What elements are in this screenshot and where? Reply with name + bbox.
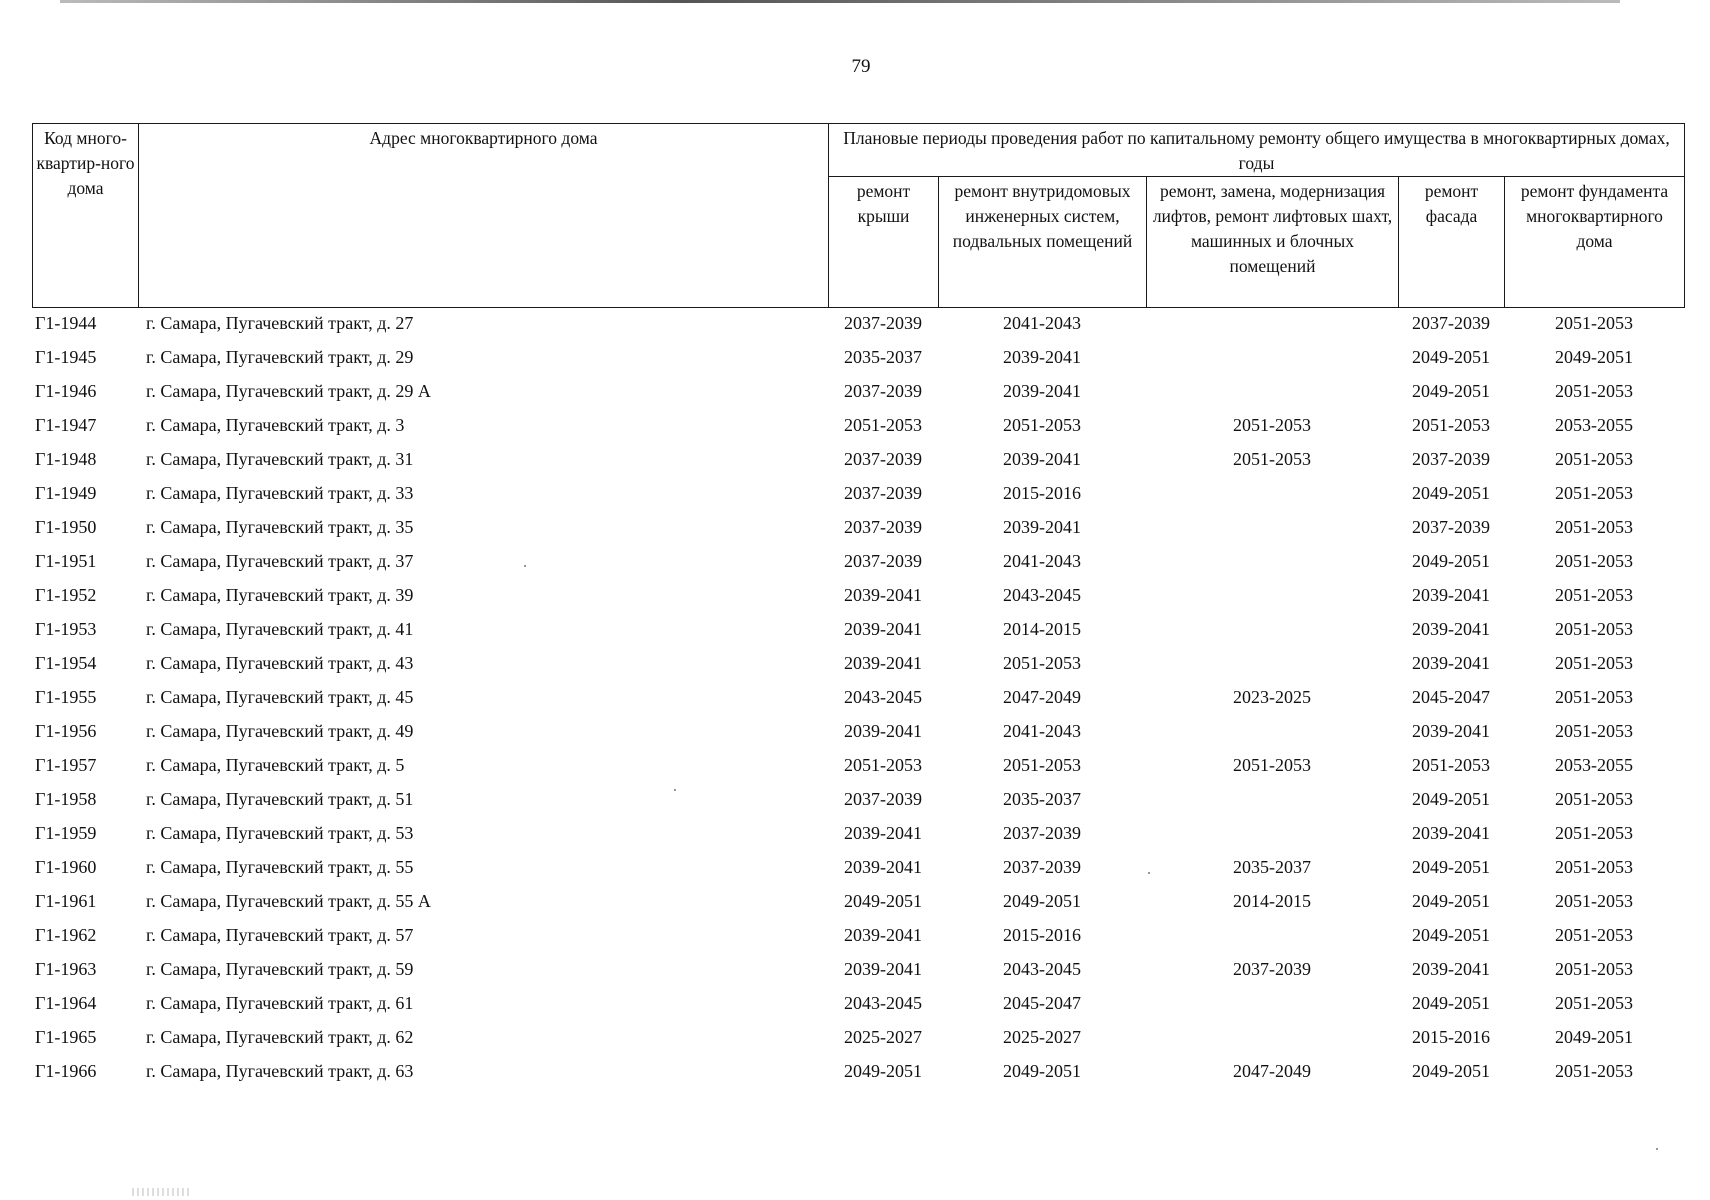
table-row — [32, 884, 1684, 918]
cell-address: г. Самара, Пугачевский тракт, д. 43 — [146, 652, 414, 673]
cell-foundation: 2051-2053 — [1555, 890, 1633, 911]
table-row — [32, 918, 1684, 952]
cell-elevator — [1146, 1020, 1398, 1054]
cell-engineering: 2049-2051 — [1003, 890, 1081, 911]
cell-foundation: 2051-2053 — [1555, 720, 1633, 741]
cell-facade: 2039-2041 — [1412, 584, 1490, 605]
cell-code: Г1-1966 — [35, 1060, 97, 1081]
cell-code: Г1-1962 — [35, 924, 97, 945]
cell-code: Г1-1952 — [35, 584, 97, 605]
cell-code: Г1-1963 — [35, 958, 97, 979]
table-header — [32, 123, 1685, 308]
cell-address: г. Самара, Пугачевский тракт, д. 49 — [146, 720, 414, 741]
table-row — [32, 442, 1684, 476]
cell-elevator — [1146, 340, 1398, 374]
table-row — [32, 612, 1684, 646]
cell-roof: 2039-2041 — [844, 822, 922, 843]
scan-speck — [674, 789, 676, 791]
cell-foundation: 2051-2053 — [1555, 516, 1633, 537]
cell-code: Г1-1959 — [35, 822, 97, 843]
cell-elevator — [1146, 986, 1398, 1020]
cell-address: г. Самара, Пугачевский тракт, д. 51 — [146, 788, 414, 809]
cell-engineering: 2049-2051 — [1003, 1060, 1081, 1081]
cell-code: Г1-1951 — [35, 550, 97, 571]
cell-address: г. Самара, Пугачевский тракт, д. 63 — [146, 1060, 414, 1081]
cell-address: г. Самара, Пугачевский тракт, д. 33 — [146, 482, 414, 503]
cell-engineering: 2035-2037 — [1003, 788, 1081, 809]
cell-foundation: 2051-2053 — [1555, 958, 1633, 979]
cell-address: г. Самара, Пугачевский тракт, д. 29 А — [146, 380, 431, 401]
cell-address: г. Самара, Пугачевский тракт, д. 31 — [146, 448, 414, 469]
table-row — [32, 680, 1684, 714]
cell-facade: 2015-2016 — [1412, 1026, 1490, 1047]
cell-code: Г1-1954 — [35, 652, 97, 673]
cell-code: Г1-1946 — [35, 380, 97, 401]
cell-address: г. Самара, Пугачевский тракт, д. 41 — [146, 618, 414, 639]
cell-code: Г1-1950 — [35, 516, 97, 537]
table-row — [32, 306, 1684, 340]
table-row — [32, 510, 1684, 544]
table-row — [32, 1054, 1684, 1088]
cell-foundation: 2051-2053 — [1555, 380, 1633, 401]
table-row — [32, 544, 1684, 578]
scan-smudge — [132, 1188, 192, 1196]
table-row — [32, 578, 1684, 612]
table-row — [32, 646, 1684, 680]
cell-code: Г1-1961 — [35, 890, 97, 911]
cell-foundation: 2051-2053 — [1555, 822, 1633, 843]
table-row — [32, 816, 1684, 850]
cell-address: г. Самара, Пугачевский тракт, д. 5 — [146, 754, 405, 775]
cell-foundation: 2051-2053 — [1555, 482, 1633, 503]
cell-engineering: 2051-2053 — [1003, 754, 1081, 775]
cell-elevator — [1146, 782, 1398, 816]
cell-engineering: 2041-2043 — [1003, 720, 1081, 741]
cell-foundation: 2051-2053 — [1555, 788, 1633, 809]
cell-foundation: 2051-2053 — [1555, 448, 1633, 469]
table-row — [32, 748, 1684, 782]
cell-facade: 2039-2041 — [1412, 720, 1490, 741]
cell-foundation: 2051-2053 — [1555, 686, 1633, 707]
cell-facade: 2039-2041 — [1412, 618, 1490, 639]
cell-address: г. Самара, Пугачевский тракт, д. 55 А — [146, 890, 431, 911]
cell-address: г. Самара, Пугачевский тракт, д. 39 — [146, 584, 414, 605]
cell-code: Г1-1955 — [35, 686, 97, 707]
cell-address: г. Самара, Пугачевский тракт, д. 27 — [146, 312, 414, 333]
cell-foundation: 2051-2053 — [1555, 856, 1633, 877]
cell-roof: 2037-2039 — [844, 788, 922, 809]
cell-elevator: 2014-2015 — [1233, 890, 1311, 911]
cell-address: г. Самара, Пугачевский тракт, д. 57 — [146, 924, 414, 945]
cell-engineering: 2039-2041 — [1003, 448, 1081, 469]
table-row — [32, 476, 1684, 510]
cell-foundation: 2051-2053 — [1555, 992, 1633, 1013]
table-row — [32, 374, 1684, 408]
cell-code: Г1-1964 — [35, 992, 97, 1013]
cell-roof: 2049-2051 — [844, 890, 922, 911]
cell-code: Г1-1965 — [35, 1026, 97, 1047]
cell-facade: 2037-2039 — [1412, 448, 1490, 469]
header-elevator: ремонт, замена, модернизация лифтов, ремонт лифтовых шахт, машинных и блочных помещений — [1147, 177, 1399, 308]
cell-elevator: 2051-2053 — [1233, 754, 1311, 775]
cell-facade: 2051-2053 — [1412, 754, 1490, 775]
cell-engineering: 2015-2016 — [1003, 924, 1081, 945]
cell-roof: 2039-2041 — [844, 924, 922, 945]
cell-elevator: 2047-2049 — [1233, 1060, 1311, 1081]
cell-foundation: 2051-2053 — [1555, 550, 1633, 571]
cell-elevator — [1146, 476, 1398, 510]
table-body — [32, 306, 1684, 1088]
cell-roof: 2037-2039 — [844, 482, 922, 503]
cell-facade: 2049-2051 — [1412, 550, 1490, 571]
cell-engineering: 2037-2039 — [1003, 822, 1081, 843]
cell-facade: 2049-2051 — [1412, 924, 1490, 945]
cell-engineering: 2045-2047 — [1003, 992, 1081, 1013]
cell-foundation: 2051-2053 — [1555, 584, 1633, 605]
cell-elevator — [1146, 306, 1398, 340]
cell-facade: 2039-2041 — [1412, 822, 1490, 843]
cell-facade: 2051-2053 — [1412, 414, 1490, 435]
cell-elevator: 2035-2037 — [1233, 856, 1311, 877]
cell-code: Г1-1945 — [35, 346, 97, 367]
cell-engineering: 2043-2045 — [1003, 958, 1081, 979]
cell-engineering: 2039-2041 — [1003, 346, 1081, 367]
cell-engineering: 2037-2039 — [1003, 856, 1081, 877]
cell-facade: 2037-2039 — [1412, 516, 1490, 537]
cell-foundation: 2053-2055 — [1555, 754, 1633, 775]
cell-engineering: 2039-2041 — [1003, 516, 1081, 537]
cell-engineering: 2014-2015 — [1003, 618, 1081, 639]
cell-address: г. Самара, Пугачевский тракт, д. 37 — [146, 550, 414, 571]
cell-code: Г1-1958 — [35, 788, 97, 809]
cell-facade: 2045-2047 — [1412, 686, 1490, 707]
cell-roof: 2039-2041 — [844, 856, 922, 877]
table-row — [32, 340, 1684, 374]
cell-foundation: 2053-2055 — [1555, 414, 1633, 435]
cell-facade: 2049-2051 — [1412, 346, 1490, 367]
cell-code: Г1-1953 — [35, 618, 97, 639]
header-foundation: ремонт фундамента многоквартирного дома — [1505, 177, 1685, 308]
cell-roof: 2037-2039 — [844, 448, 922, 469]
cell-roof: 2043-2045 — [844, 686, 922, 707]
cell-elevator — [1146, 816, 1398, 850]
cell-roof: 2039-2041 — [844, 720, 922, 741]
cell-engineering: 2025-2027 — [1003, 1026, 1081, 1047]
header-engineering: ремонт внутридомовых инженерных систем, подвальных помещений — [939, 177, 1147, 308]
cell-engineering: 2051-2053 — [1003, 652, 1081, 673]
cell-elevator — [1146, 714, 1398, 748]
cell-address: г. Самара, Пугачевский тракт, д. 53 — [146, 822, 414, 843]
cell-elevator — [1146, 374, 1398, 408]
scan-top-edge — [60, 0, 1620, 3]
cell-foundation: 2051-2053 — [1555, 924, 1633, 945]
cell-foundation: 2051-2053 — [1555, 312, 1633, 333]
cell-roof: 2039-2041 — [844, 958, 922, 979]
cell-code: Г1-1960 — [35, 856, 97, 877]
cell-engineering: 2051-2053 — [1003, 414, 1081, 435]
cell-code: Г1-1956 — [35, 720, 97, 741]
cell-engineering: 2041-2043 — [1003, 550, 1081, 571]
cell-code: Г1-1944 — [35, 312, 97, 333]
cell-facade: 2037-2039 — [1412, 312, 1490, 333]
data-table — [32, 306, 1684, 1088]
cell-elevator: 2023-2025 — [1233, 686, 1311, 707]
scan-speck — [1148, 872, 1150, 874]
cell-elevator: 2051-2053 — [1233, 414, 1311, 435]
cell-address: г. Самара, Пугачевский тракт, д. 35 — [146, 516, 414, 537]
cell-elevator: 2037-2039 — [1233, 958, 1311, 979]
cell-foundation: 2051-2053 — [1555, 1060, 1633, 1081]
cell-elevator — [1146, 918, 1398, 952]
cell-roof: 2039-2041 — [844, 652, 922, 673]
header-code: Код много-квартир-ного дома — [33, 124, 139, 308]
cell-facade: 2049-2051 — [1412, 992, 1490, 1013]
cell-code: Г1-1947 — [35, 414, 97, 435]
cell-roof: 2037-2039 — [844, 550, 922, 571]
cell-elevator — [1146, 646, 1398, 680]
cell-foundation: 2051-2053 — [1555, 618, 1633, 639]
cell-engineering: 2039-2041 — [1003, 380, 1081, 401]
cell-facade: 2049-2051 — [1412, 380, 1490, 401]
table-row — [32, 986, 1684, 1020]
cell-facade: 2049-2051 — [1412, 482, 1490, 503]
header-address: Адрес многоквартирного дома — [139, 124, 829, 308]
cell-roof: 2049-2051 — [844, 1060, 922, 1081]
cell-engineering: 2041-2043 — [1003, 312, 1081, 333]
header-facade: ремонт фасада — [1399, 177, 1505, 308]
scan-speck — [524, 565, 526, 567]
cell-elevator — [1146, 612, 1398, 646]
cell-foundation: 2051-2053 — [1555, 652, 1633, 673]
cell-foundation: 2049-2051 — [1555, 1026, 1633, 1047]
header-roof: ремонт крыши — [829, 177, 939, 308]
cell-engineering: 2047-2049 — [1003, 686, 1081, 707]
cell-elevator — [1146, 510, 1398, 544]
cell-address: г. Самара, Пугачевский тракт, д. 29 — [146, 346, 414, 367]
table-row — [32, 850, 1684, 884]
cell-facade: 2049-2051 — [1412, 890, 1490, 911]
table-row — [32, 782, 1684, 816]
cell-roof: 2051-2053 — [844, 754, 922, 775]
cell-roof: 2039-2041 — [844, 618, 922, 639]
cell-code: Г1-1948 — [35, 448, 97, 469]
cell-address: г. Самара, Пугачевский тракт, д. 3 — [146, 414, 405, 435]
cell-roof: 2051-2053 — [844, 414, 922, 435]
cell-roof: 2039-2041 — [844, 584, 922, 605]
cell-address: г. Самара, Пугачевский тракт, д. 61 — [146, 992, 414, 1013]
table-row — [32, 1020, 1684, 1054]
cell-elevator: 2051-2053 — [1233, 448, 1311, 469]
cell-elevator — [1146, 578, 1398, 612]
cell-roof: 2025-2027 — [844, 1026, 922, 1047]
page-number: 79 — [851, 56, 871, 77]
cell-roof: 2035-2037 — [844, 346, 922, 367]
table-row — [32, 714, 1684, 748]
cell-roof: 2037-2039 — [844, 312, 922, 333]
cell-engineering: 2043-2045 — [1003, 584, 1081, 605]
cell-engineering: 2015-2016 — [1003, 482, 1081, 503]
cell-roof: 2037-2039 — [844, 380, 922, 401]
cell-facade: 2039-2041 — [1412, 958, 1490, 979]
cell-code: Г1-1949 — [35, 482, 97, 503]
cell-facade: 2039-2041 — [1412, 652, 1490, 673]
cell-address: г. Самара, Пугачевский тракт, д. 55 — [146, 856, 414, 877]
cell-foundation: 2049-2051 — [1555, 346, 1633, 367]
cell-roof: 2037-2039 — [844, 516, 922, 537]
cell-roof: 2043-2045 — [844, 992, 922, 1013]
table-row — [32, 408, 1684, 442]
cell-facade: 2049-2051 — [1412, 856, 1490, 877]
cell-facade: 2049-2051 — [1412, 1060, 1490, 1081]
cell-address: г. Самара, Пугачевский тракт, д. 59 — [146, 958, 414, 979]
cell-facade: 2049-2051 — [1412, 788, 1490, 809]
cell-address: г. Самара, Пугачевский тракт, д. 45 — [146, 686, 414, 707]
cell-address: г. Самара, Пугачевский тракт, д. 62 — [146, 1026, 414, 1047]
cell-code: Г1-1957 — [35, 754, 97, 775]
scan-speck — [1656, 1148, 1658, 1150]
cell-elevator — [1146, 544, 1398, 578]
header-periods: Плановые периоды проведения работ по капитальному ремонту общего имущества в многоквартирных домах, годы — [829, 124, 1685, 177]
table-row — [32, 952, 1684, 986]
